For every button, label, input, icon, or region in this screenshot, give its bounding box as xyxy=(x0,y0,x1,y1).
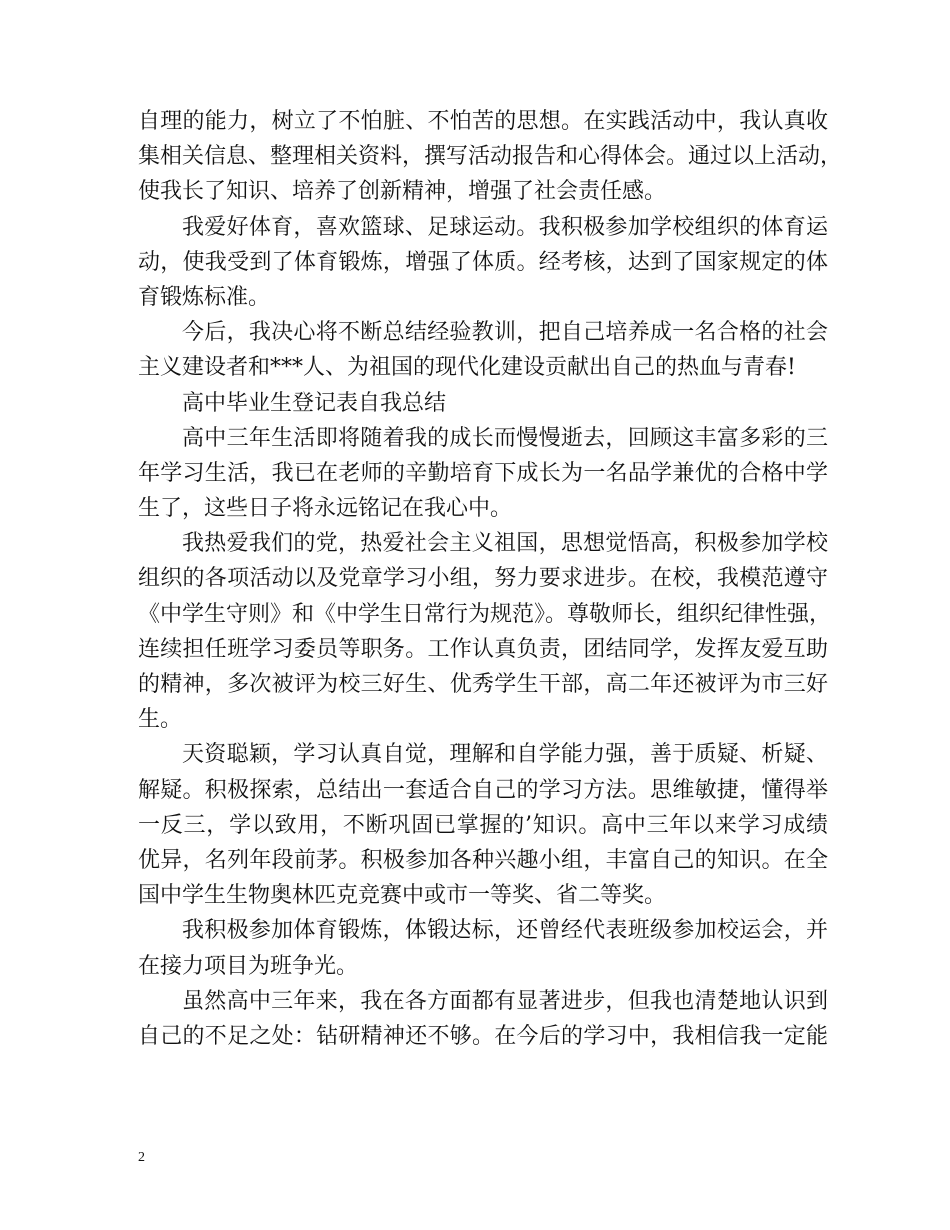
text-line: 的精神，多次被评为校三好生、优秀学生干部，高二年还被评为市三好 xyxy=(138,672,828,697)
text-line: 集相关信息、整理相关资料，撰写活动报告和心得体会。通过以上活动， xyxy=(138,144,843,170)
text-line: 《中学生守则》和《中学生日常行为规范》。尊敬师长，组织纪律性强， xyxy=(138,601,832,627)
text-line: 年学习生活，我已在老师的辛勤培育下成长为一名品学兼优的合格中学 xyxy=(138,460,828,486)
text-line: 高中三年生活即将随着我的成长而慢慢逝去，回顾这丰富多彩的三 xyxy=(182,425,828,451)
text-line: 主义建设者和***人、为祖国的现代化建设贡献出自己的热血与青春! xyxy=(138,355,796,381)
text-line: 动，使我受到了体育锻炼，增强了体质。经考核，达到了国家规定的体 xyxy=(138,249,828,275)
text-line: 生了，这些日子将永远铭记在我心中。 xyxy=(138,496,513,522)
text-line: 在接力项目为班争光。 xyxy=(138,953,359,979)
text-line: 组织的各项活动以及党章学习小组，努力要求进步。在校，我模范遵守 xyxy=(138,566,828,592)
text-line: 天资聪颖，学习认真自觉，理解和自学能力强，善于质疑、析疑、 xyxy=(182,742,828,768)
document-body xyxy=(138,104,843,1054)
text-line: 一反三，学以致用，不断巩固已掌握的’知识。高中三年以来学习成绩 xyxy=(138,812,828,838)
text-line: 自理的能力，树立了不怕脏、不怕苦的思想。在实践活动中，我认真收 xyxy=(138,109,828,134)
text-line: 虽然高中三年来，我在各方面都有显著进步，但我也清楚地认识到 xyxy=(182,988,828,1014)
text-line: 连续担任班学习委员等职务。工作认真负责，团结同学，发挥友爱互助 xyxy=(138,636,828,662)
text-line: 我爱好体育，喜欢篮球、足球运动。我积极参加学校组织的体育运 xyxy=(182,214,828,240)
text-line: 我积极参加体育锻炼，体锻达标，还曾经代表班级参加校运会，并 xyxy=(182,918,828,944)
page-number: 2 xyxy=(138,1150,145,1165)
text-line: 解疑。积极探索，总结出一套适合自己的学习方法。思维敏捷，懂得举 xyxy=(138,777,828,803)
text-line: 今后，我决心将不断总结经验教训，把自己培养成一名合格的社会 xyxy=(182,320,828,346)
text-line: 优异，名列年段前茅。积极参加各种兴趣小组，丰富自己的知识。在全 xyxy=(138,847,828,873)
text-line: 育锻炼标准。 xyxy=(138,284,271,310)
text-line: 生。 xyxy=(138,707,183,733)
text-line: 高中毕业生登记表自我总结 xyxy=(182,390,447,416)
text-line: 自己的不足之处：钻研精神还不够。在今后的学习中，我相信我一定能 xyxy=(138,1023,828,1049)
text-line: 我热爱我们的党，热爱社会主义祖国，思想觉悟高，积极参加学校 xyxy=(182,531,828,557)
text-line: 使我长了知识、培养了创新精神，增强了社会责任感。 xyxy=(138,179,667,205)
text-line: 国中学生生物奥林匹克竞赛中或市一等奖、省二等奖。 xyxy=(138,883,667,909)
